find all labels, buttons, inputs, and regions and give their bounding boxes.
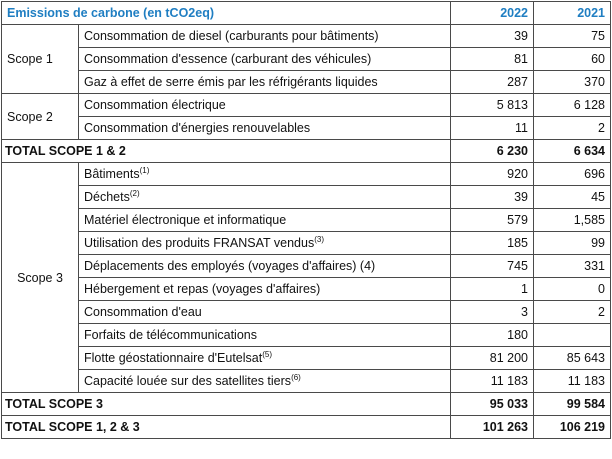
value-2022: 920	[451, 163, 534, 186]
table-row	[2, 71, 611, 94]
footnote-marker: (6)	[291, 373, 301, 382]
value-2022: 287	[451, 71, 534, 94]
row-label: Gaz à effet de serre émis par les réfrigérants liquides	[79, 71, 451, 94]
table-row	[2, 48, 611, 71]
value-2022: 11 183	[451, 370, 534, 393]
table-row	[2, 232, 611, 255]
table-header-row	[2, 2, 611, 25]
value-2021: 11 183	[534, 370, 611, 393]
value-2021: 99	[534, 232, 611, 255]
year-2022-header	[451, 2, 534, 25]
total-value-2022: 6 230	[451, 140, 534, 163]
value-2021: 2	[534, 301, 611, 324]
total-value-2021: 99 584	[534, 393, 611, 416]
table-row	[2, 163, 611, 186]
value-2022: 185	[451, 232, 534, 255]
row-label-text: Flotte géostationnaire d'Eutelsat	[84, 351, 263, 365]
value-2022: 5 813	[451, 94, 534, 117]
total-scope-1-2-3-row	[2, 416, 611, 439]
scope-1-label: Scope 1	[2, 25, 79, 94]
row-label-text: Déchets	[84, 190, 130, 204]
row-label: Consommation d'essence (carburant des véhicules)	[79, 48, 451, 71]
year-2022-label: 2022	[500, 6, 528, 20]
table-row	[2, 347, 611, 370]
row-label	[79, 232, 451, 255]
total-label: TOTAL SCOPE 1 & 2	[2, 140, 451, 163]
value-2022: 81	[451, 48, 534, 71]
value-2022: 579	[451, 209, 534, 232]
total-scope-3-row	[2, 393, 611, 416]
value-2021: 0	[534, 278, 611, 301]
row-label: Consommation électrique	[79, 94, 451, 117]
table-row	[2, 255, 611, 278]
total-value-2021: 106 219	[534, 416, 611, 439]
row-label: Consommation d'eau	[79, 301, 451, 324]
total-label: TOTAL SCOPE 1, 2 & 3	[2, 416, 451, 439]
value-2022: 11	[451, 117, 534, 140]
year-2021-header	[534, 2, 611, 25]
scope-2-label: Scope 2	[2, 94, 79, 140]
value-2022: 180	[451, 324, 534, 347]
value-2021: 331	[534, 255, 611, 278]
value-2021: 60	[534, 48, 611, 71]
table-row	[2, 209, 611, 232]
row-label	[79, 186, 451, 209]
value-2021: 75	[534, 25, 611, 48]
table-row	[2, 94, 611, 117]
total-scope-1-2-row	[2, 140, 611, 163]
row-label	[79, 347, 451, 370]
total-value-2021: 6 634	[534, 140, 611, 163]
value-2022: 81 200	[451, 347, 534, 370]
table-title	[2, 2, 451, 25]
footnote-marker: (3)	[314, 235, 324, 244]
value-2021	[534, 324, 611, 347]
footnote-marker: (2)	[129, 189, 140, 198]
value-2021: 6 128	[534, 94, 611, 117]
value-2021: 45	[534, 186, 611, 209]
table-row	[2, 117, 611, 140]
table-row	[2, 324, 611, 347]
value-2021: 696	[534, 163, 611, 186]
table-row	[2, 25, 611, 48]
footnote-marker: (5)	[262, 350, 272, 359]
value-2021: 2	[534, 117, 611, 140]
value-2022: 39	[451, 25, 534, 48]
row-label	[79, 163, 451, 186]
row-label: Forfaits de télécommunications	[79, 324, 451, 347]
total-value-2022: 95 033	[451, 393, 534, 416]
table-row	[2, 186, 611, 209]
footnote-marker: (1)	[139, 166, 150, 175]
table-title-text: Emissions de carbone (en tCO2eq)	[7, 6, 214, 20]
row-label: Hébergement et repas (voyages d'affaires)	[79, 278, 451, 301]
row-label: Consommation d'énergies renouvelables	[79, 117, 451, 140]
row-label: Matériel électronique et informatique	[79, 209, 451, 232]
row-label	[79, 370, 451, 393]
row-label-text: Capacité louée sur des satellites tiers	[84, 374, 292, 388]
emissions-table	[1, 1, 611, 439]
year-2021-label: 2021	[577, 6, 605, 20]
table-row	[2, 370, 611, 393]
value-2022: 39	[451, 186, 534, 209]
value-2021: 1,585	[534, 209, 611, 232]
scope-3-label: Scope 3	[2, 163, 79, 393]
value-2021: 370	[534, 71, 611, 94]
row-label: Consommation de diesel (carburants pour bâtiments)	[79, 25, 451, 48]
row-label-text: Bâtiments	[84, 167, 140, 181]
value-2021: 85 643	[534, 347, 611, 370]
total-value-2022: 101 263	[451, 416, 534, 439]
row-label-text: Utilisation des produits FRANSAT vendus	[84, 236, 315, 250]
table-row	[2, 301, 611, 324]
value-2022: 745	[451, 255, 534, 278]
value-2022: 3	[451, 301, 534, 324]
row-label: Déplacements des employés (voyages d'affaires) (4)	[79, 255, 451, 278]
value-2022: 1	[451, 278, 534, 301]
table-row	[2, 278, 611, 301]
total-label: TOTAL SCOPE 3	[2, 393, 451, 416]
